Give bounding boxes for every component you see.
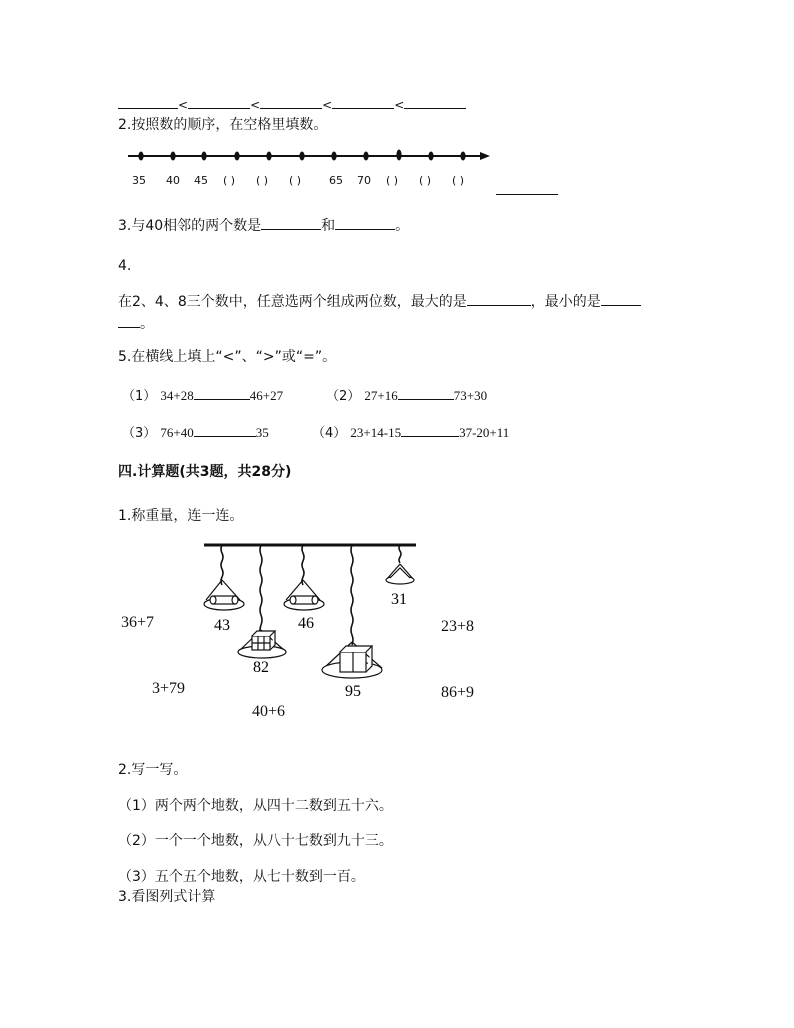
counting-item: （2）一个一个地数，从八十七数到九十三。 bbox=[118, 833, 393, 849]
question-3 bbox=[118, 215, 409, 235]
answer-blank[interactable] bbox=[401, 424, 459, 437]
answer-blank[interactable] bbox=[118, 96, 178, 109]
answer-blank[interactable] bbox=[118, 315, 140, 328]
less-than-sign: < bbox=[178, 98, 189, 112]
answer-blank[interactable] bbox=[496, 194, 558, 195]
number-line-labels bbox=[118, 174, 498, 190]
question-3-prefix: 3.与40相邻的两个数是 bbox=[118, 218, 262, 234]
calc-1-title: 1.称重量，连一连。 bbox=[118, 508, 244, 524]
question-3-suffix: 。 bbox=[395, 218, 410, 234]
tick-label: 35 bbox=[132, 174, 146, 187]
right-expression: 73+30 bbox=[453, 388, 488, 403]
answer-blank[interactable] bbox=[194, 424, 256, 437]
less-than-sign: < bbox=[394, 98, 405, 112]
calc-3-title: 3.看图列式计算 bbox=[118, 889, 216, 905]
item-number: （1） bbox=[122, 389, 157, 404]
weight-string bbox=[221, 545, 223, 585]
question-3-mid: 和 bbox=[321, 218, 336, 234]
answer-blank[interactable] bbox=[467, 293, 531, 306]
weight-label: 95 bbox=[345, 683, 361, 700]
less-than-sign: < bbox=[322, 98, 333, 112]
answer-blank[interactable] bbox=[335, 217, 395, 230]
question-4-text: 在2、4、8三个数中，任意选两个组成两位数，最大的是 bbox=[118, 294, 467, 310]
tick-blank[interactable]: ( ) bbox=[419, 174, 432, 187]
right-expression: 35 bbox=[255, 425, 269, 440]
answer-blank[interactable] bbox=[194, 387, 250, 400]
question-5-title: 5.在横线上填上“<”、“>”或“=”。 bbox=[118, 349, 337, 365]
tick-label: 45 bbox=[194, 174, 208, 187]
question-4-line-2 bbox=[118, 313, 154, 333]
weight-label: 31 bbox=[391, 591, 407, 608]
answer-blank[interactable] bbox=[188, 96, 250, 109]
hanging-weights-figure bbox=[200, 538, 430, 708]
item-number: （2） bbox=[326, 389, 361, 404]
counting-item: （3）五个五个地数，从七十数到一百。 bbox=[118, 869, 365, 885]
answer-blank[interactable] bbox=[398, 387, 454, 400]
compare-item bbox=[312, 422, 509, 441]
compare-item bbox=[122, 422, 269, 441]
expression-label[interactable]: 23+8 bbox=[441, 618, 475, 635]
question-4-number: 4. bbox=[118, 258, 132, 274]
answer-blank[interactable] bbox=[404, 96, 466, 109]
counting-item: （1）两个两个地数，从四十二数到五十六。 bbox=[118, 798, 393, 814]
ordering-blanks-row bbox=[118, 96, 466, 112]
right-expression: 46+27 bbox=[249, 388, 284, 403]
question-4-mid: ，最小的是 bbox=[530, 294, 601, 310]
left-expression: 76+40 bbox=[160, 425, 194, 440]
right-expression: 37-20+11 bbox=[459, 425, 510, 440]
question-4-tail: 。 bbox=[140, 316, 154, 332]
question-4-line bbox=[118, 291, 641, 311]
weight-label: 46 bbox=[298, 615, 314, 632]
question-2-title: 2.按照数的顺序，在空格里填数。 bbox=[118, 117, 328, 133]
tick-blank[interactable]: ( ) bbox=[386, 174, 399, 187]
weight-label: 43 bbox=[214, 617, 230, 634]
expression-label[interactable]: 40+6 bbox=[252, 703, 286, 720]
calc-2-title: 2.写一写。 bbox=[118, 762, 188, 778]
left-expression: 34+28 bbox=[160, 388, 194, 403]
item-number: （3） bbox=[122, 426, 157, 441]
compare-item bbox=[122, 385, 283, 404]
tick-blank[interactable]: ( ) bbox=[223, 174, 236, 187]
answer-blank[interactable] bbox=[332, 96, 394, 109]
answer-blank[interactable] bbox=[260, 96, 322, 109]
weight-string bbox=[302, 545, 304, 585]
tick-blank[interactable]: ( ) bbox=[289, 174, 302, 187]
weight-label: 82 bbox=[253, 659, 269, 676]
weight-string bbox=[351, 545, 353, 645]
compare-item bbox=[326, 385, 487, 404]
tick-blank[interactable]: ( ) bbox=[452, 174, 465, 187]
left-expression: 27+16 bbox=[364, 388, 398, 403]
tick-blank[interactable]: ( ) bbox=[256, 174, 269, 187]
expression-label[interactable]: 36+7 bbox=[121, 614, 155, 631]
tick-label: 40 bbox=[166, 174, 180, 187]
weight-string bbox=[260, 545, 262, 635]
tick-label: 65 bbox=[329, 174, 343, 187]
tick-label: 70 bbox=[357, 174, 371, 187]
expression-label[interactable]: 86+9 bbox=[441, 684, 475, 701]
answer-blank[interactable] bbox=[261, 217, 321, 230]
expression-label[interactable]: 3+79 bbox=[152, 680, 186, 697]
left-expression: 23+14-15 bbox=[350, 425, 402, 440]
answer-blank[interactable] bbox=[601, 293, 641, 306]
weight-string bbox=[399, 545, 401, 563]
section-title: 四.计算题(共3题，共28分) bbox=[118, 464, 292, 480]
item-number: （4） bbox=[312, 426, 347, 441]
less-than-sign: < bbox=[250, 98, 261, 112]
